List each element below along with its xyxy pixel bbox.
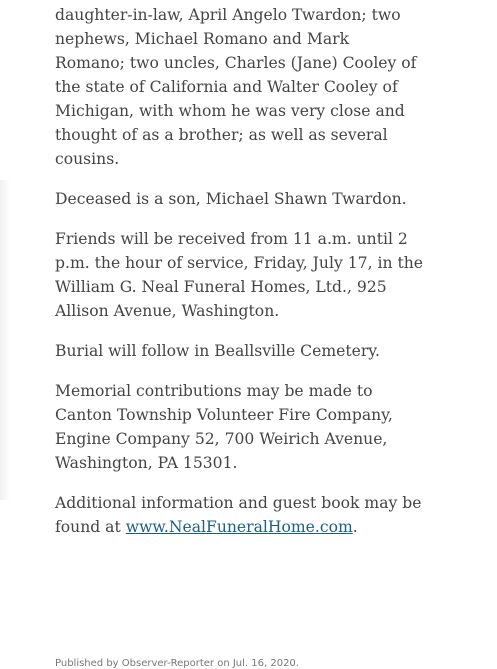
- paragraph-deceased: Deceased is a son, Michael Shawn Twardon.: [55, 190, 407, 208]
- paragraph-memorial: Memorial contributions may be made to Canton Township Volunteer Fire Company, Engine Company 52, 700 Weirich Avenue, Washington, PA 15301.: [55, 382, 393, 472]
- paragraph-survivors: daughter-in-law, April Angelo Twardon; two nephews, Michael Romano and Mark Romano; two uncles, Charles (Jane) Cooley of the state of California and Walter Cooley of Michigan, with whom he was very close and thought of as a brother; as well as several cousins.: [55, 6, 417, 168]
- paragraph-visitation: Friends will be received from 11 a.m. until 2 p.m. the hour of service, Friday, July 17, in the William G. Neal Funeral Homes, Ltd., 925 Allison Avenue, Washington.: [55, 230, 424, 320]
- published-byline: Published by Observer-Reporter on Jul. 16, 2020.: [55, 658, 299, 669]
- paragraph-guestbook: [55, 491, 423, 539]
- guestbook-text-end: .: [352, 518, 358, 536]
- obituary-article: [55, 3, 423, 555]
- funeral-home-link[interactable]: www.NealFuneralHome.com: [125, 518, 353, 536]
- page-edge-shadow: [0, 180, 10, 500]
- paragraph-burial: Burial will follow in Beallsville Cemetery.: [55, 342, 381, 360]
- guestbook-text: Additional information and guest book may be found at: [55, 494, 422, 536]
